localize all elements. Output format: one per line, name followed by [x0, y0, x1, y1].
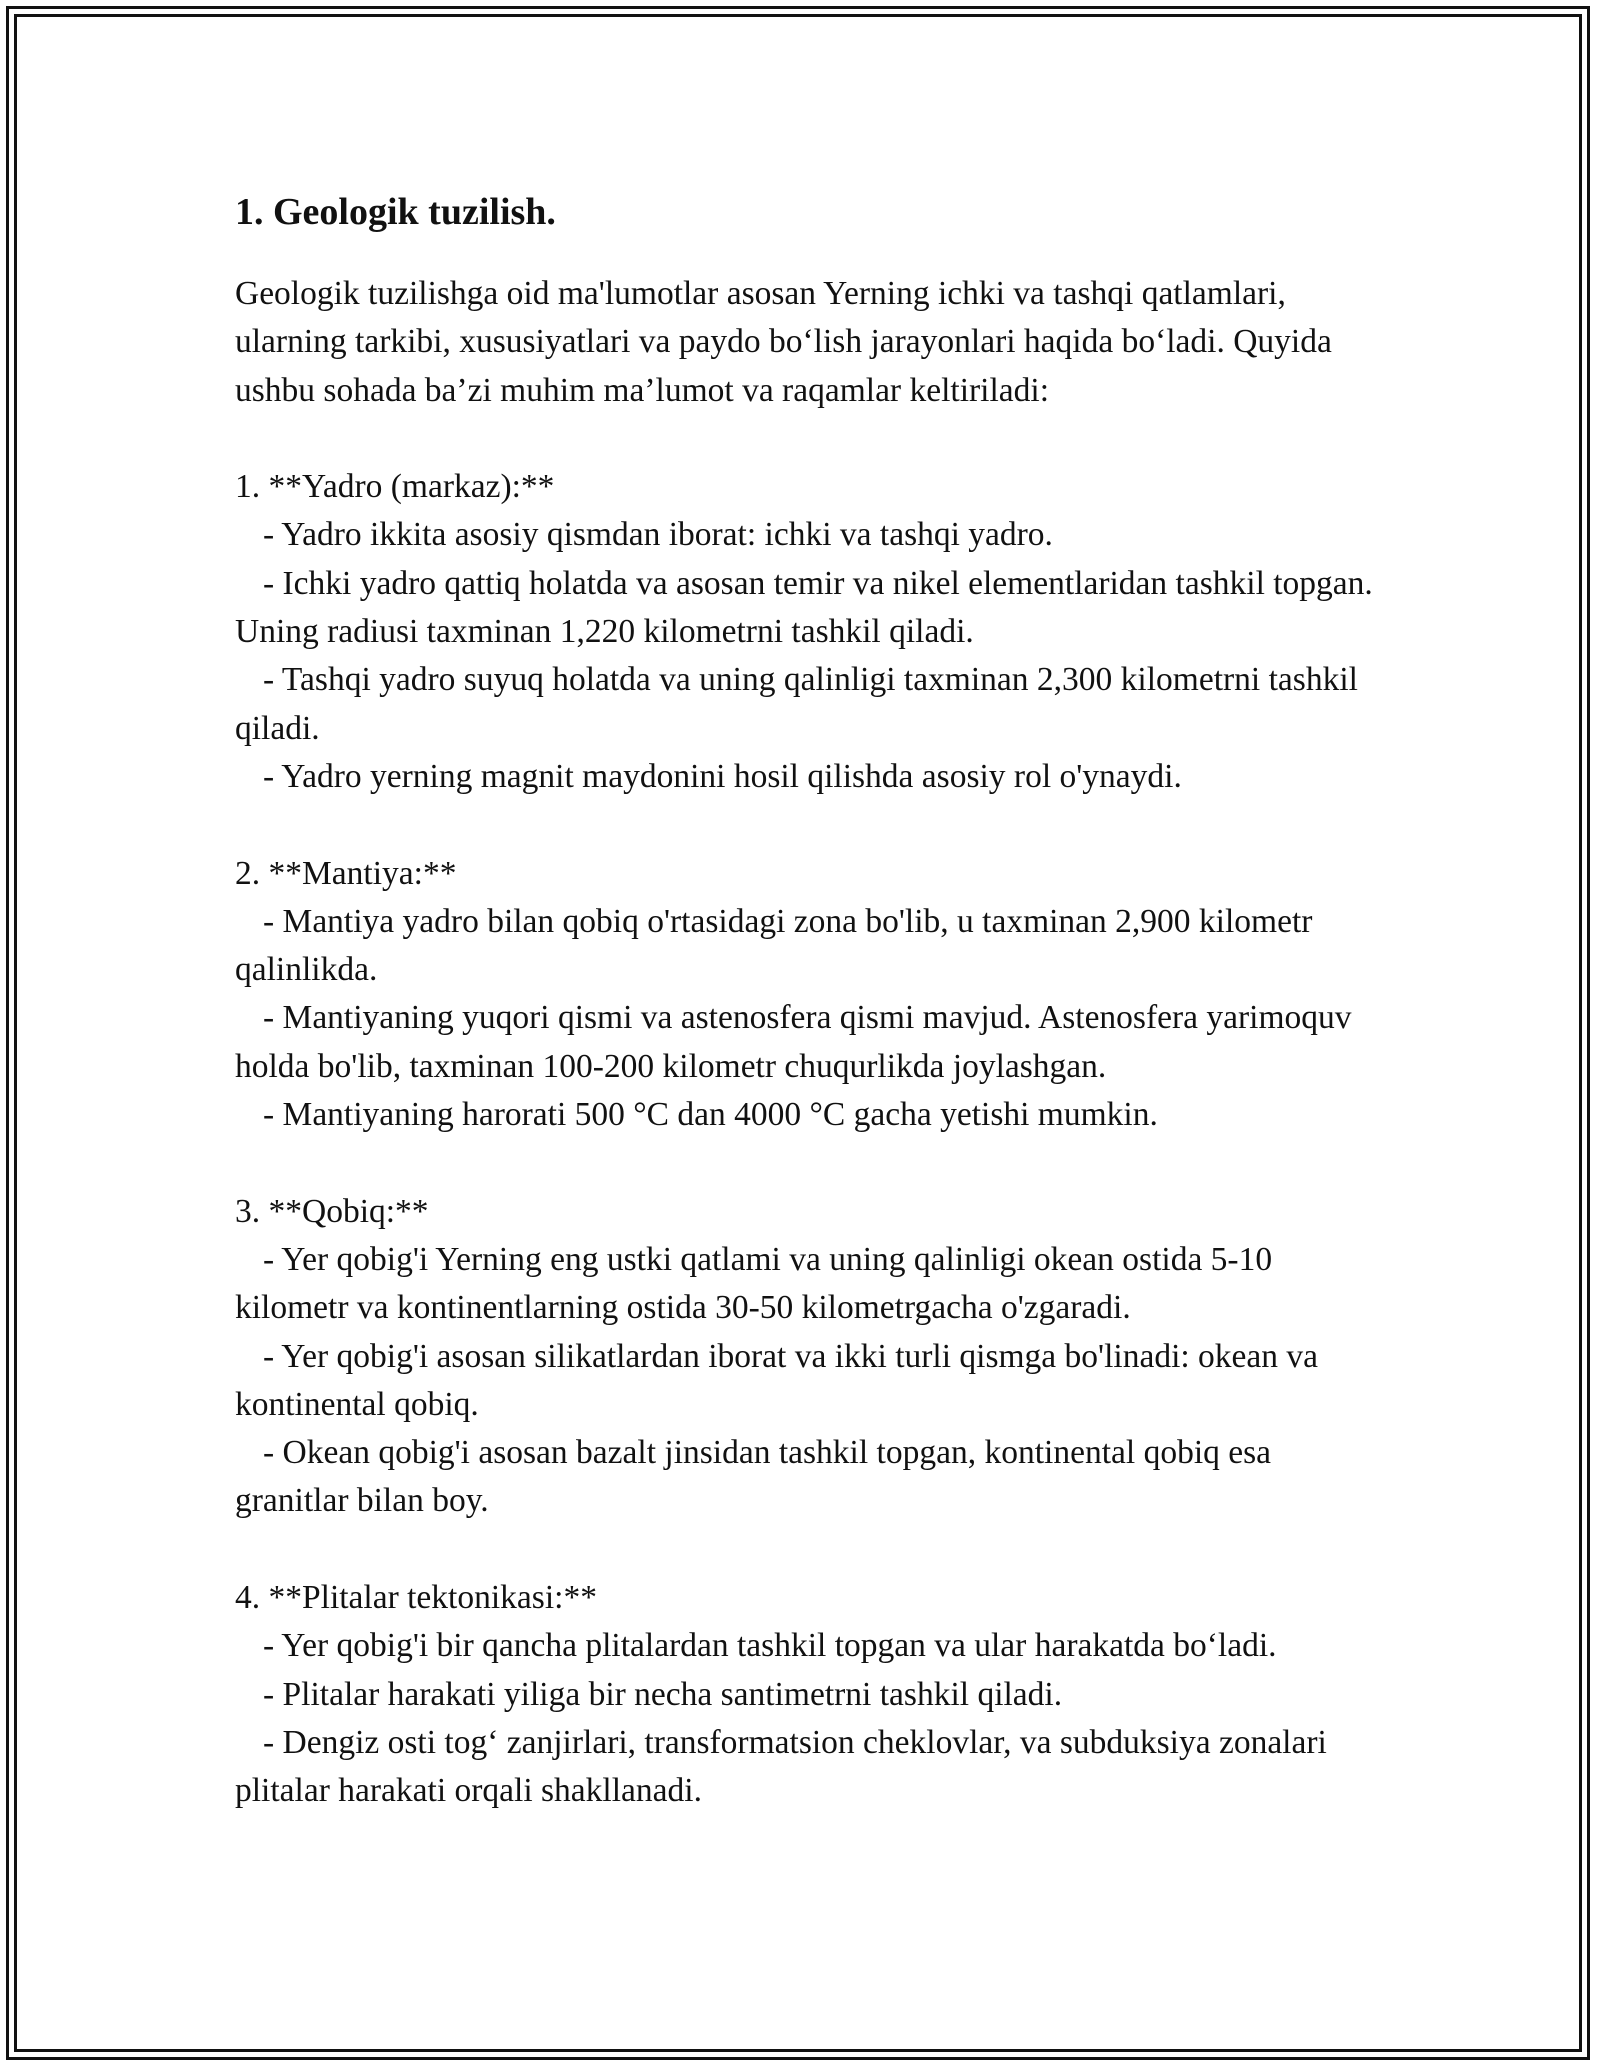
list-item: - Plitalar harakati yiliga bir necha santimetrni tashkil qiladi. — [263, 1675, 1063, 1713]
section-heading: 4. **Plitalar tektonikasi:** — [235, 1579, 597, 1617]
list-item: - Yer qobig'i Yerning eng ustki qatlami va uning qalinligi okean ostida 5-10 kilometr va kontinentlarning ostida 30-50 kilometrgacha o'zgaradi. — [235, 1240, 1273, 1327]
list-item: - Mantiyaning yuqori qismi va astenosfera qismi mavjud. Astenosfera yarimoquv holda bo'lib, taxminan 100-200 kilometr chuqurlikda joylashgan. — [235, 999, 1352, 1085]
list-item: - Yadro yerning magnit maydonini hosil qilishda asosiy rol o'ynaydi. — [263, 757, 1182, 795]
section-heading: 3. **Qobiq:** — [235, 1192, 429, 1230]
section-mantiya — [235, 850, 1375, 1140]
list-item: - Dengiz osti tog‘ zanjirlari, transformatsion cheklovlar, va subduksiya zonalari plitalar harakati orqali shakllanadi. — [235, 1723, 1327, 1810]
section-qobiq — [235, 1188, 1375, 1526]
list-item: - Ichki yadro qattiq holatda va asosan temir va nikel elementlaridan tashkil topgan. Uning radiusi taxminan 1,220 kilometrni tashkil qiladi. — [235, 564, 1373, 651]
section-heading: 1. **Yadro (markaz):** — [235, 468, 555, 506]
list-item: - Mantiyaning harorati 500 °C dan 4000 °C gacha yetishi mumkin. — [263, 1096, 1158, 1134]
section-yadro — [235, 463, 1375, 801]
document-page — [235, 188, 1375, 1816]
section-plitalar-tektonikasi — [235, 1574, 1375, 1815]
intro-paragraph: Geologik tuzilishga oid ma'lumotlar asosan Yerning ichki va tashqi qatlamlari, ularning tarkibi, xususiyatlari va paydo bo‘lish jarayonlari haqida bo‘ladi. Quyida ushbu sohada ba’zi muhim ma’lumot va raqamlar keltiriladi: — [235, 275, 1332, 409]
list-item: - Mantiya yadro bilan qobiq o'rtasidagi zona bo'lib, u taxminan 2,900 kilometr qalinlikda. — [235, 902, 1313, 989]
list-item: - Yer qobig'i asosan silikatlardan iborat va ikki turli qismga bo'linadi: okean va kontinental qobiq. — [235, 1337, 1319, 1423]
list-item: - Okean qobig'i asosan bazalt jinsidan tashkil topgan, kontinental qobiq esa granitlar bilan boy. — [235, 1434, 1272, 1520]
list-item: - Tashqi yadro suyuq holatda va uning qalinligi taxminan 2,300 kilometrni tashkil qiladi. — [235, 661, 1358, 747]
section-heading: 2. **Mantiya:** — [235, 854, 457, 892]
list-item: - Yer qobig'i bir qancha plitalardan tashkil topgan va ular harakatda bo‘ladi. — [263, 1627, 1277, 1665]
page-title: 1. Geologik tuzilish. — [235, 191, 556, 233]
list-item: - Yadro ikkita asosiy qismdan iborat: ichki va tashqi yadro. — [263, 516, 1053, 554]
